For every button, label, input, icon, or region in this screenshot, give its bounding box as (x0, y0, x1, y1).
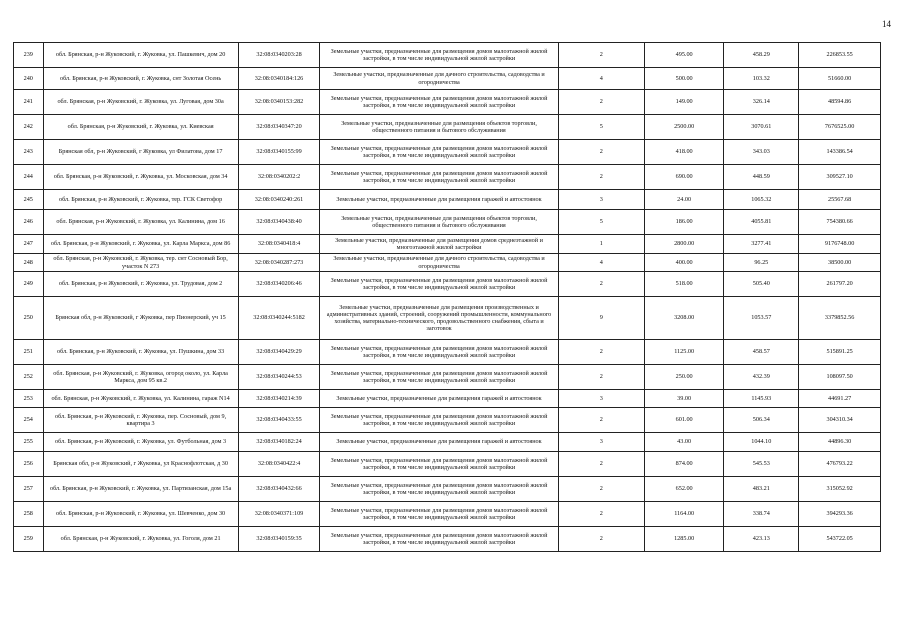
address-cell: Брянская обл, р-н Жуковский, г Жуковка, ул Краснофлотская, д 30 (43, 452, 238, 477)
table-row (14, 477, 881, 502)
land-use-cell: Земельные участки, предназначенные для размещения домов среднеэтажной и многоэтажной жилой застройки (320, 235, 558, 254)
cadastral-number-cell: 32:08:0340203:28 (238, 43, 320, 68)
specific-value-cell: 3070.61 (724, 115, 799, 140)
table-row (14, 210, 881, 235)
address-cell: обл. Брянская, р-н Жуковский, г. Жуковка, ул. Карла Маркса, дом 86 (43, 235, 238, 254)
row-number: 239 (14, 43, 44, 68)
cadastral-number-cell: 32:08:0340153:282 (238, 90, 320, 115)
cadastral-value-cell: 143386.54 (799, 140, 881, 165)
table-row (14, 365, 881, 390)
group-code-cell: 2 (558, 365, 644, 390)
table-row (14, 527, 881, 552)
address-cell: Брянская обл, р-н Жуковский, г Жуковка, пер Пионерский, уч 15 (43, 297, 238, 340)
specific-value-cell: 3277.41 (724, 235, 799, 254)
land-use-cell: Земельные участки, предназначенные для размещения гаражей и автостоянок (320, 390, 558, 408)
cadastral-number-cell: 32:08:0340418:4 (238, 235, 320, 254)
group-code-cell: 4 (558, 254, 644, 272)
specific-value-cell: 326.14 (724, 90, 799, 115)
address-cell: обл. Брянская, р-н Жуковский, г. Жуковка, тер. снт Сосновый Бор, участок N 273 (43, 254, 238, 272)
address-cell: обл. Брянская, р-н Жуковский, г. Жуковка, пер. Сосновый, дом 9, квартира 3 (43, 408, 238, 433)
row-number: 248 (14, 254, 44, 272)
address-cell: обл. Брянская, р-н Жуковский, г. Жуковка, ул. Калинина, гараж N14 (43, 390, 238, 408)
address-cell: обл. Брянская, р-н Жуковский, г. Жуковка, ул. Луговая, дом 30а (43, 90, 238, 115)
area-cell: 250.00 (644, 365, 723, 390)
area-cell: 2800.00 (644, 235, 723, 254)
specific-value-cell: 338.74 (724, 502, 799, 527)
cadastral-value-cell: 3379852.56 (799, 297, 881, 340)
table-body (14, 43, 881, 552)
page-number: 14 (882, 19, 891, 29)
table-row (14, 433, 881, 452)
address-cell: обл. Брянская, р-н Жуковский, г. Жуковка, ул. Московская, дом 34 (43, 165, 238, 190)
cadastral-value-cell: 309527.10 (799, 165, 881, 190)
specific-value-cell: 505.40 (724, 272, 799, 297)
cadastral-value-cell: 44896.30 (799, 433, 881, 452)
specific-value-cell: 458.57 (724, 340, 799, 365)
row-number: 246 (14, 210, 44, 235)
area-cell: 24.00 (644, 190, 723, 210)
address-cell: обл. Брянская, р-н Жуковский, г. Жуковка, ул. Пашкевич, дом 20 (43, 43, 238, 68)
row-number: 243 (14, 140, 44, 165)
cadastral-number-cell: 32:08:0340206:46 (238, 272, 320, 297)
cadastral-number-cell: 32:08:0340214:39 (238, 390, 320, 408)
table-row (14, 140, 881, 165)
group-code-cell: 2 (558, 527, 644, 552)
cadastral-number-cell: 32:08:0340159:35 (238, 527, 320, 552)
address-cell: обл. Брянская, р-н Жуковский, г. Жуковка, ул. Партизанская, дом 15а (43, 477, 238, 502)
specific-value-cell: 1044.10 (724, 433, 799, 452)
group-code-cell: 3 (558, 390, 644, 408)
group-code-cell: 2 (558, 477, 644, 502)
row-number: 255 (14, 433, 44, 452)
row-number: 253 (14, 390, 44, 408)
group-code-cell: 3 (558, 433, 644, 452)
group-code-cell: 5 (558, 210, 644, 235)
land-use-cell: Земельные участки, предназначенные для размещения объектов торговли, общественного питания и бытового обслуживания (320, 115, 558, 140)
group-code-cell: 9 (558, 297, 644, 340)
cadastral-value-cell: 315052.92 (799, 477, 881, 502)
table-row (14, 43, 881, 68)
group-code-cell: 2 (558, 140, 644, 165)
land-use-cell: Земельные участки, предназначенные для размещения домов малоэтажной жилой застройки, в том числе индивидуальной жилой застройки (320, 272, 558, 297)
area-cell: 518.00 (644, 272, 723, 297)
area-cell: 418.00 (644, 140, 723, 165)
land-use-cell: Земельные участки, предназначенные для размещения домов малоэтажной жилой застройки, в том числе индивидуальной жилой застройки (320, 502, 558, 527)
cadastral-number-cell: 32:08:0340202:2 (238, 165, 320, 190)
specific-value-cell: 545.53 (724, 452, 799, 477)
land-use-cell: Земельные участки, предназначенные для размещения гаражей и автостоянок (320, 190, 558, 210)
cadastral-value-cell: 44691.27 (799, 390, 881, 408)
group-code-cell: 2 (558, 43, 644, 68)
table-row (14, 68, 881, 90)
area-cell: 149.00 (644, 90, 723, 115)
area-cell: 1125.00 (644, 340, 723, 365)
cadastral-number-cell: 32:08:0340433:55 (238, 408, 320, 433)
specific-value-cell: 103.32 (724, 68, 799, 90)
row-number: 244 (14, 165, 44, 190)
table-row (14, 190, 881, 210)
specific-value-cell: 506.34 (724, 408, 799, 433)
cadastral-value-cell: 38500.00 (799, 254, 881, 272)
address-cell: обл. Брянская, р-н Жуковский, г. Жуковка, ул. Шевченко, дом 30 (43, 502, 238, 527)
table-row (14, 452, 881, 477)
row-number: 240 (14, 68, 44, 90)
row-number: 245 (14, 190, 44, 210)
area-cell: 874.00 (644, 452, 723, 477)
cadastral-value-cell: 476793.22 (799, 452, 881, 477)
cadastral-number-cell: 32:08:0340155:99 (238, 140, 320, 165)
address-cell: Брянская обл, р-н Жуковский, г Жуковка, ул Филатова, дом 17 (43, 140, 238, 165)
cadastral-number-cell: 32:08:0340287:273 (238, 254, 320, 272)
area-cell: 495.00 (644, 43, 723, 68)
area-cell: 690.00 (644, 165, 723, 190)
row-number: 257 (14, 477, 44, 502)
land-use-cell: Земельные участки, предназначенные для размещения домов малоэтажной жилой застройки, в том числе индивидуальной жилой застройки (320, 140, 558, 165)
table-row (14, 502, 881, 527)
cadastral-value-cell: 108097.50 (799, 365, 881, 390)
specific-value-cell: 448.59 (724, 165, 799, 190)
area-cell: 2500.00 (644, 115, 723, 140)
land-plots-table (13, 42, 881, 552)
cadastral-number-cell: 32:08:0340240:261 (238, 190, 320, 210)
address-cell: обл. Брянская, р-н Жуковский, г. Жуковка, огород около, ул. Карла Маркса, дом 95 кв.2 (43, 365, 238, 390)
area-cell: 601.00 (644, 408, 723, 433)
land-use-cell: Земельные участки, предназначенные для размещения объектов торговли, общественного питания и бытового обслуживания (320, 210, 558, 235)
row-number: 258 (14, 502, 44, 527)
cadastral-number-cell: 32:08:0340347:20 (238, 115, 320, 140)
group-code-cell: 2 (558, 340, 644, 365)
row-number: 249 (14, 272, 44, 297)
cadastral-value-cell: 226853.55 (799, 43, 881, 68)
land-use-cell: Земельные участки, предназначенные для размещения домов малоэтажной жилой застройки, в том числе индивидуальной жилой застройки (320, 43, 558, 68)
cadastral-value-cell: 7676525.00 (799, 115, 881, 140)
specific-value-cell: 432.39 (724, 365, 799, 390)
group-code-cell: 3 (558, 190, 644, 210)
row-number: 242 (14, 115, 44, 140)
specific-value-cell: 343.03 (724, 140, 799, 165)
table-row (14, 254, 881, 272)
group-code-cell: 2 (558, 408, 644, 433)
cadastral-number-cell: 32:08:0340182:24 (238, 433, 320, 452)
address-cell: обл. Брянская, р-н Жуковский, г. Жуковка, ул. Футбольная, дом 3 (43, 433, 238, 452)
specific-value-cell: 1145.93 (724, 390, 799, 408)
area-cell: 400.00 (644, 254, 723, 272)
table-row (14, 390, 881, 408)
cadastral-value-cell: 261797.20 (799, 272, 881, 297)
land-use-cell: Земельные участки, предназначенные для размещения домов малоэтажной жилой застройки, в том числе индивидуальной жилой застройки (320, 477, 558, 502)
cadastral-value-cell: 25567.68 (799, 190, 881, 210)
table-row (14, 115, 881, 140)
specific-value-cell: 96.25 (724, 254, 799, 272)
row-number: 250 (14, 297, 44, 340)
table-row (14, 272, 881, 297)
row-number: 256 (14, 452, 44, 477)
cadastral-value-cell: 9176748.00 (799, 235, 881, 254)
area-cell: 3208.00 (644, 297, 723, 340)
table-row (14, 297, 881, 340)
address-cell: обл. Брянская, р-н Жуковский, г. Жуковка, ул. Пушкина, дом 33 (43, 340, 238, 365)
cadastral-value-cell: 51660.00 (799, 68, 881, 90)
land-use-cell: Земельные участки, предназначенные для размещения домов малоэтажной жилой застройки, в том числе индивидуальной жилой застройки (320, 408, 558, 433)
row-number: 254 (14, 408, 44, 433)
cadastral-number-cell: 32:08:0340244:5182 (238, 297, 320, 340)
land-use-cell: Земельные участки, предназначенные для размещения домов малоэтажной жилой застройки, в том числе индивидуальной жилой застройки (320, 452, 558, 477)
address-cell: обл. Брянская, р-н Жуковский, г. Жуковка, снт Золотая Осень (43, 68, 238, 90)
specific-value-cell: 483.21 (724, 477, 799, 502)
address-cell: обл. Брянская, р-н Жуковский, г. Жуковка, ул. Трудовая, дом 2 (43, 272, 238, 297)
area-cell: 1285.00 (644, 527, 723, 552)
address-cell: обл. Брянская, р-н Жуковский, г. Жуковка, ул. Калинина, дом 16 (43, 210, 238, 235)
row-number: 259 (14, 527, 44, 552)
address-cell: обл. Брянская, р-н Жуковский, г. Жуковка, ул. Киевская (43, 115, 238, 140)
group-code-cell: 2 (558, 165, 644, 190)
land-use-cell: Земельные участки, предназначенные для размещения производственных и административных зданий, строений, сооружений промышленности, коммунального хозяйства, материально-технического, продовольственного снабжения, сбыта и заготовок (320, 297, 558, 340)
cadastral-number-cell: 32:08:0340429:29 (238, 340, 320, 365)
cadastral-value-cell: 754380.66 (799, 210, 881, 235)
table-row (14, 90, 881, 115)
land-use-cell: Земельные участки, предназначенные для размещения домов малоэтажной жилой застройки, в том числе индивидуальной жилой застройки (320, 340, 558, 365)
specific-value-cell: 4055.81 (724, 210, 799, 235)
land-use-cell: Земельные участки, предназначенные для размещения домов малоэтажной жилой застройки, в том числе индивидуальной жилой застройки (320, 90, 558, 115)
cadastral-number-cell: 32:08:0340184:126 (238, 68, 320, 90)
group-code-cell: 2 (558, 502, 644, 527)
area-cell: 186.00 (644, 210, 723, 235)
table-row (14, 165, 881, 190)
land-use-cell: Земельные участки, предназначенные для размещения домов малоэтажной жилой застройки, в том числе индивидуальной жилой застройки (320, 165, 558, 190)
specific-value-cell: 1053.57 (724, 297, 799, 340)
land-use-cell: Земельные участки, предназначенные для размещения домов малоэтажной жилой застройки, в том числе индивидуальной жилой застройки (320, 527, 558, 552)
group-code-cell: 2 (558, 90, 644, 115)
row-number: 241 (14, 90, 44, 115)
cadastral-value-cell: 515891.25 (799, 340, 881, 365)
cadastral-number-cell: 32:08:0340432:66 (238, 477, 320, 502)
land-use-cell: Земельные участки, предназначенные для размещения домов малоэтажной жилой застройки, в том числе индивидуальной жилой застройки (320, 365, 558, 390)
address-cell: обл. Брянская, р-н Жуковский, г. Жуковка, ул. Гоголя, дом 21 (43, 527, 238, 552)
row-number: 252 (14, 365, 44, 390)
cadastral-value-cell: 48594.86 (799, 90, 881, 115)
area-cell: 1164.00 (644, 502, 723, 527)
land-use-cell: Земельные участки, предназначенные для размещения гаражей и автостоянок (320, 433, 558, 452)
land-use-cell: Земельные участки, предназначенные для дачного строительства, садоводства и огородничества (320, 254, 558, 272)
area-cell: 43.00 (644, 433, 723, 452)
row-number: 247 (14, 235, 44, 254)
cadastral-value-cell: 543722.05 (799, 527, 881, 552)
group-code-cell: 4 (558, 68, 644, 90)
specific-value-cell: 1065.32 (724, 190, 799, 210)
cadastral-value-cell: 304310.34 (799, 408, 881, 433)
specific-value-cell: 423.13 (724, 527, 799, 552)
area-cell: 652.00 (644, 477, 723, 502)
cadastral-value-cell: 394293.36 (799, 502, 881, 527)
land-use-cell: Земельные участки, предназначенные для дачного строительства, садоводства и огородничества (320, 68, 558, 90)
address-cell: обл. Брянская, р-н Жуковский, г. Жуковка, тер. ГСК Светофор (43, 190, 238, 210)
area-cell: 500.00 (644, 68, 723, 90)
group-code-cell: 2 (558, 272, 644, 297)
cadastral-number-cell: 32:08:0340438:40 (238, 210, 320, 235)
group-code-cell: 2 (558, 452, 644, 477)
cadastral-number-cell: 32:08:0340371:109 (238, 502, 320, 527)
group-code-cell: 5 (558, 115, 644, 140)
table-row (14, 235, 881, 254)
row-number: 251 (14, 340, 44, 365)
table-row (14, 340, 881, 365)
area-cell: 39.00 (644, 390, 723, 408)
cadastral-number-cell: 32:08:0340422:4 (238, 452, 320, 477)
cadastral-number-cell: 32:08:0340244:53 (238, 365, 320, 390)
table-row (14, 408, 881, 433)
specific-value-cell: 458.29 (724, 43, 799, 68)
group-code-cell: 1 (558, 235, 644, 254)
